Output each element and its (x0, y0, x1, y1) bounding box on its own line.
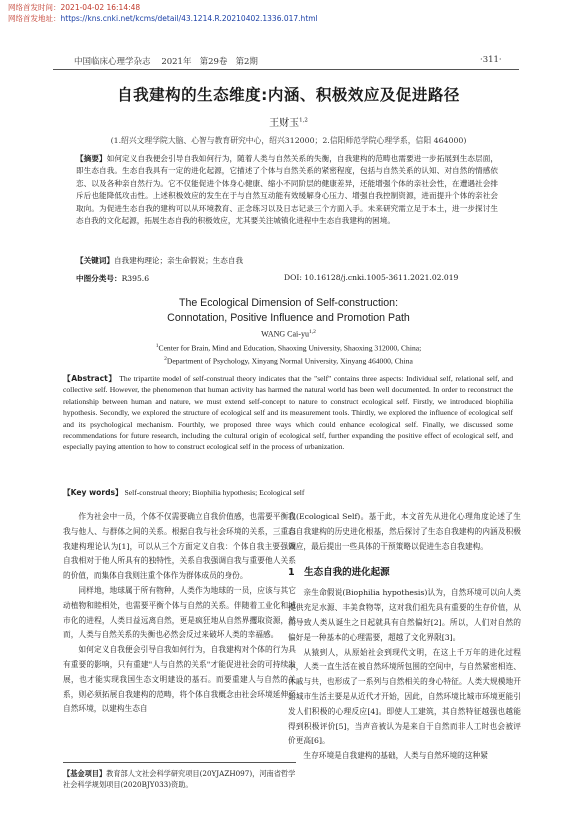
keywords-cn-text: 自我建构理论；亲生命假说；生态自我 (113, 256, 244, 265)
keywords-en (63, 487, 513, 498)
section-heading: 1 生态自我的进化起源 (288, 567, 390, 579)
author-name-cn: 王财玉 (269, 118, 300, 129)
body-paragraph: 我(Ecological Self)。基于此，本文首先从进化心理角度论述了生态自我建构的历史进化根基，然后探讨了生态自我建构的内涵及积极效应，最后提出一些具体的干预策略以促进生态自我建构。 (288, 512, 521, 551)
affiliation-en-2-text: Department of Psychology, Xinyang Normal University, Xinyang 464000, China (166, 356, 413, 366)
abstract-en-text: The tripartite model of self-construal theory indicates that the "self" contains three aspects: Individual self, relational self, and collective self. However, the phenomenon that human activity has harmed the natural world has been well documented. In order to reconstruct the relationship between human and nature, we must extend self-concept to nature to construct ecological self. Firstly, we introduced biophilia hypothesis. Secondly, we explored the structure of ecological self and its measurement tools. Thirdly, we explored the influence of ecological self and its psychological mechanism. Fourthly, we proposed three ways which could enhance ecological self. Finally, we discussed some recommendations for future research, including the cultural origin of ecological self, further expanding the positive effect of ecological self, and especially paying attention to how to construct ecological self in the process of urbanization. (63, 374, 514, 452)
keywords-cn-label: 【关键词】 (76, 256, 114, 265)
body-paragraph: 生存环境是自我建构的基础，人类与自然环境的这种紧 (303, 751, 488, 761)
affiliation-en-1 (0, 343, 577, 353)
body-paragraph: 亲生命假说(Biophilia hypothesis)认为，自然环境可以向人类提供充足水源、丰美食物等，这对我们祖先具有重要的生存价值，从而导致人类从诞生之日起就具有自然偏好[2]。所以，人们对自然的偏好是一种基本的心理需要，超越了文化界限[3]。 (288, 588, 521, 642)
page-number: ·311· (480, 55, 502, 65)
doi-value: 10.16128/j.cnki.1005-3611.2021.02.019 (304, 273, 459, 282)
network-publish-time (8, 3, 140, 13)
body-right-column (288, 510, 521, 764)
publish-address-label: 网络首发地址： (8, 14, 61, 23)
author-name-en: WANG Cai-yu (261, 329, 309, 339)
fund-label: 【基金项目】 (63, 769, 107, 778)
network-publish-address (8, 14, 318, 24)
affiliation-en-2 (0, 356, 577, 366)
body-paragraph: 同样地，地球属于所有物种，人类作为地球的一员，应该与其它动植物和睦相处，也需要平衡个体与自然的关系。伴随着工业化和城市化的进程，人类日益远离自然，更是疯狂地从自然界攫取资源，然而，人类与自然关系的失衡也必然会反过来破坏人类的幸福感。 (63, 585, 296, 640)
fund-footnote (63, 768, 296, 790)
running-header (74, 55, 258, 67)
abstract-en-label: 【Abstract】 (63, 374, 117, 383)
journal-name: 中国临床心理学杂志 (74, 57, 151, 67)
clc-number (76, 273, 149, 284)
keywords-en-label: 【Key words】 (63, 488, 123, 497)
author-en-sup: 1,2 (308, 329, 316, 335)
journal-year: 2021年 (161, 57, 192, 67)
header-rule (53, 69, 519, 70)
fund-text: 教育部人文社会科学研究项目(20YJAZH097)，河南省哲学社会科学规划项目(2020BJY033)资助。 (63, 769, 296, 789)
title-en-line-1: The Ecological Dimension of Self-construction: (178, 297, 399, 309)
publish-time-value: 2021-04-02 16:14:48 (60, 3, 141, 12)
article-title-en (0, 296, 577, 326)
body-paragraph: 作为社会中一员，个体不仅需要确立自我价值感，也需要平衡自我与他人、与群体之间的关系。根据自我与社会环境的关系，三重自我建构理论认为[1]，可以从三个方面定义自我：个体自我主要强调自我相对于他人所具有的独特性，关系自我强调自我与重要他人关系的价值，而集体自我则注重个体作为群体成员的身份。 (63, 512, 296, 581)
body-paragraph: 从猿到人，从原始社会到现代文明，在这上千万年的进化过程中，人类一直生活在被自然环境所包围的空间中，与自然紧密相连、休戚与共，也形成了一系列与自然相关的身心特征。人类大规模地开始城市生活主要是从近代才开始，因此，自然环境比城市环境更能引发人们积极的心理反应[4]。即使人工建筑，其自然特征越强也越能得到积极评价[5]，当声音被认为是来自于自然而非人工时也会被评价更高[6]。 (288, 647, 521, 746)
author-cn (0, 114, 577, 129)
journal-volume: 第29卷 (199, 57, 228, 67)
clc-label: 中图分类号： (76, 274, 122, 283)
article-title-cn: 自我建构的生态维度:内涵、积极效应及促进路径 (117, 86, 460, 104)
journal-issue: 第2期 (235, 57, 258, 67)
abstract-en (63, 373, 513, 453)
author-en (0, 329, 577, 339)
publish-address-link[interactable]: https://kns.cnki.net/kcms/detail/43.1214.R.20210402.1336.017.html (60, 14, 318, 23)
doi (284, 273, 458, 282)
abstract-cn-label: 【摘要】 (76, 154, 107, 163)
affiliation-en-2-sup: 2 (164, 356, 167, 362)
affiliation-en-1-text: Center for Brain, Mind and Education, Shaoxing University, Shaoxing 312000, China; (158, 343, 422, 353)
publish-time-label: 网络首发时间： (8, 3, 61, 12)
author-cn-sup: 1,2 (299, 117, 308, 124)
title-en-line-2: Connotation, Positive Influence and Promotion Path (167, 312, 410, 324)
keywords-cn (76, 255, 498, 267)
keywords-en-text: Self-construal theory; Biophilia hypothesis; Ecological self (124, 488, 305, 497)
footnote-rule (63, 762, 296, 763)
abstract-cn-text: 如何定义自我便会引导自我如何行为，随着人类与自然关系的失衡，自我建构的范畴也需要进一步拓展到生态层面，即生态自我。生态自我具有一定的进化起源，它描述了个体与自然关系的紧密程度，包括与自然关系的认知、对自然的情感依恋、以及各种亲自然行为。它不仅能促进个体身心健康、缩小不同阶层的健康差异，还能增强个体的亲社会性，在遭遇社会排斥后也能降低攻击性。上述积极效应的发生在于与自然互动能有效缓解身心压力、增强自我控制资源，进而提升个体的亲社会取向。为促进生态自我的建构可以从环境教育、正念练习以及日志记录三个方面入手。未来研究需立足于本土，进一步探讨生态自我的文化起源，拓展生态自我的积极效应，尤其要关注城镇化进程中生态自我建构的困境。 (76, 154, 499, 226)
abstract-cn (76, 153, 498, 227)
affiliation-en-1-sup: 1 (155, 343, 159, 349)
affiliation-cn: (1.绍兴文理学院大脑、心智与教育研究中心，绍兴312000；2.信阳师范学院心理学系，信阳 464000) (110, 136, 467, 145)
body-paragraph: 如何定义自我便会引导自我如何行为，自我建构对个体的行为具有重要的影响，只有重建"人与自然的关系"才能促进社会的可持续发展，也才能实现我国生态文明建设的基石。而要重建人与自然的关系，则必须拓展自我建构的范畴，将个体自我概念由社会环境延伸至自然环境，以建构生态自 (63, 645, 296, 714)
clc-value: R395.6 (121, 274, 150, 283)
doi-label: DOI: (284, 273, 302, 282)
body-left-column (63, 510, 296, 717)
